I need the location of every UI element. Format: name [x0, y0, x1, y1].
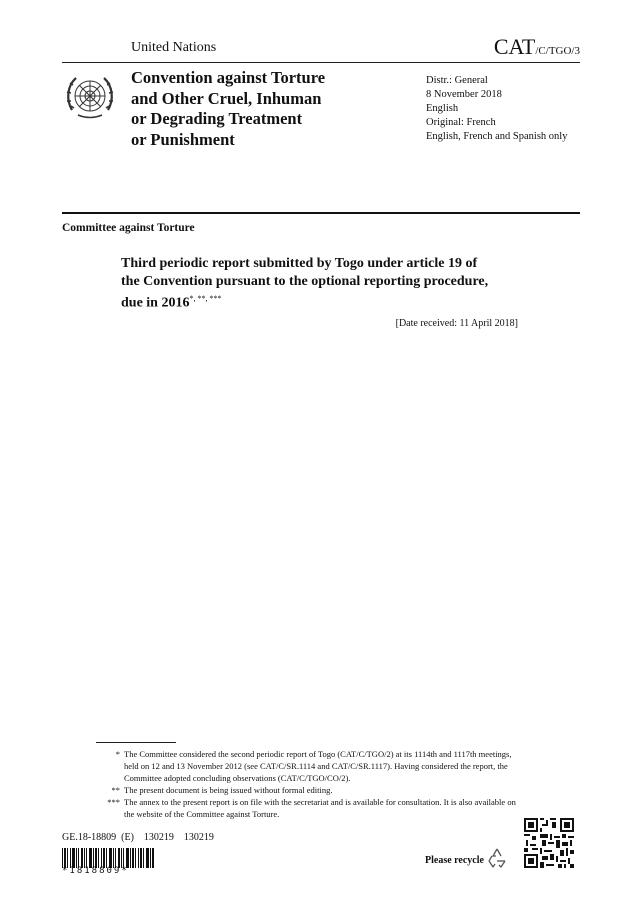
distribution-info — [426, 74, 567, 144]
report-title-line: Third periodic report submitted by Togo under article 19 of — [121, 256, 478, 271]
organization-name: United Nations — [131, 40, 217, 55]
barcode-icon — [62, 848, 154, 868]
convention-title-line: Convention against Torture — [131, 68, 326, 87]
footnote-text: The annex to the present report is on file with the secretariat and is available for consultation. It is also available on the website of the Committee against Torture. — [124, 797, 516, 819]
report-title — [121, 255, 531, 312]
original-language-line: Original: French — [426, 117, 496, 128]
symbol-main: CAT — [493, 34, 536, 59]
document-symbol — [494, 34, 580, 60]
date-received: [Date received: 11 April 2018] — [395, 318, 518, 329]
footnotes — [96, 748, 516, 820]
footnote-mark: *** — [107, 797, 120, 807]
available-languages-line: English, French and Spanish only — [426, 131, 568, 142]
footnote — [96, 784, 516, 796]
footnote-marks: *, **, *** — [189, 294, 222, 303]
un-emblem-icon — [64, 70, 116, 122]
report-title-line: the Convention pursuant to the optional reporting procedure, — [121, 273, 489, 289]
footnote-text: The present document is being issued without formal editing. — [124, 785, 333, 795]
language-line: English — [426, 103, 459, 114]
recycle-label: Please recycle — [425, 855, 484, 866]
header-rule — [62, 62, 580, 63]
job-code: GE.18-18809 (E) 130219 130219 — [62, 832, 214, 843]
distribution-line: Distr.: General — [426, 75, 488, 86]
convention-title-line: and Other Cruel, Inhuman — [131, 88, 322, 108]
footnote-mark: * — [115, 749, 120, 759]
committee-name: Committee against Torture — [62, 222, 195, 234]
date-line: 8 November 2018 — [426, 89, 502, 100]
barcode-text: *1818809* — [62, 866, 129, 876]
convention-title-line: or Punishment — [131, 129, 235, 149]
report-title-line: due in 2016 — [121, 295, 190, 311]
footnote-text: The Committee considered the second periodic report of Togo (CAT/C/TGO/2) at its 1114th and 1117th meetings, held on 12 and 13 November 2012 (see CAT/C/SR.1114 and CAT/C/SR.1117). Having considered the report, the Committee adopted concluding observations (CAT/C/TGO/CO/2). — [124, 749, 512, 783]
convention-title — [131, 68, 411, 150]
convention-title-line: or Degrading Treatment — [131, 109, 303, 128]
title-rule — [62, 212, 580, 214]
symbol-sub: /C/TGO/3 — [535, 45, 580, 57]
footnote-rule — [96, 742, 176, 743]
footnote — [96, 796, 516, 820]
recycle-icon — [486, 847, 508, 869]
footnote-mark: ** — [111, 785, 120, 795]
qr-code-icon — [524, 818, 574, 868]
footnote — [96, 748, 516, 784]
